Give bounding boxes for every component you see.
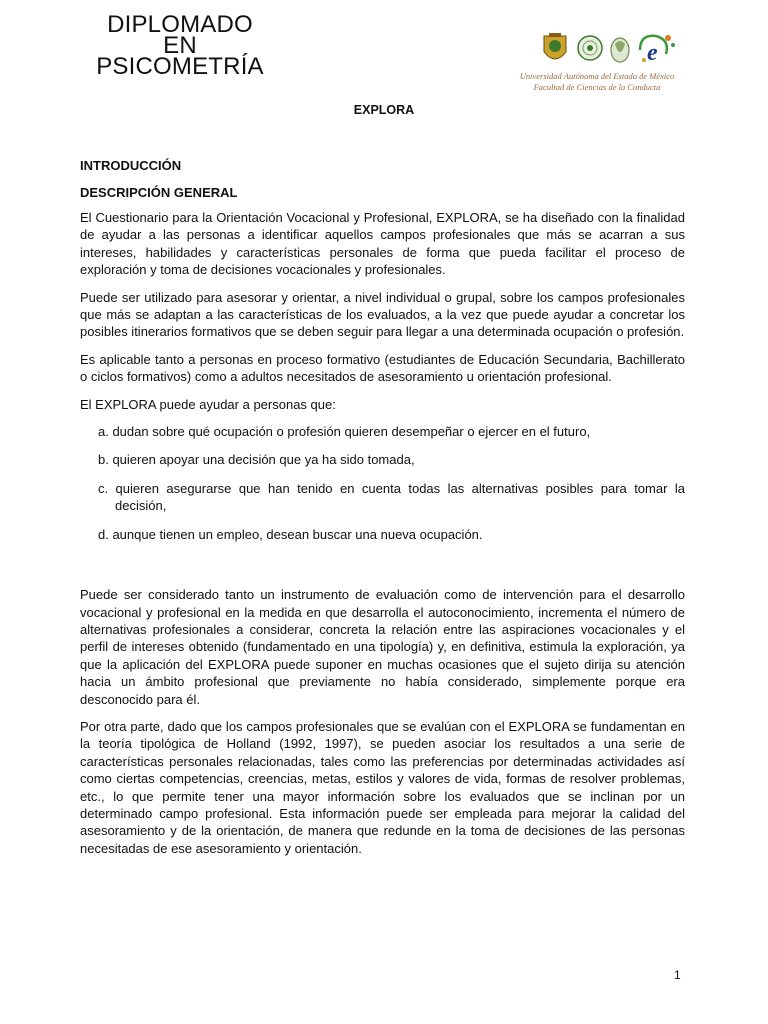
list-item: b. quieren apoyar una decisión que ya ha sido tomada, [98,452,415,468]
spacer [80,554,685,586]
document-heading: EXPLORA [353,103,415,117]
document-title [85,11,275,80]
paragraph: Puede ser considerado tanto un instrumento de evaluación como de intervención para el desarrollo vocacional y profesional en la medida en que desarrolla el autoconocimiento, incrementa el número de alternativas profesionales a considerar, concreta la relación entre las aspiraciones vocacionales y el perfil de intereses obtenido (fundamentado en una tipología) y, en definitiva, estimula la exploración, ya que la aplicación del EXPLORA puede suponer en muchas ocasiones que el sujeto dirija su atención hacia un ámbito profesional que previamente no había considerado, simplemente porque era desconocido para él. [80,587,685,707]
title-line-1: DIPLOMADO [107,11,253,38]
university-name: Universidad Autónoma del Estado de México [519,71,675,81]
purpose-list [80,423,685,543]
green-seal-icon [611,38,629,62]
svg-text:e: e [647,40,658,66]
section-heading-intro: INTRODUCCIÓN [80,158,182,173]
list-item: d. aunque tienen un empleo, desean buscar una nueva ocupación. [98,526,483,542]
university-caption [512,71,682,93]
page-number: 1 [674,968,681,982]
explora-e-icon [640,35,675,66]
paragraph: El Cuestionario para la Orientación Vocacional y Profesional, EXPLORA, se ha diseñado con la finalidad de ayudar a las personas a identificar aquellos campos profesionales que más se acarran a sus intereses, habilidades y características personales de forma que pueda facilitar el proceso de exploración y toma de decisiones vocacionales y profesionales. [80,210,685,278]
paragraph: El EXPLORA puede ayudar a personas que: [80,396,336,412]
list-item: c. quieren asegurarse que han tenido en cuenta todas las alternativas posibles para tomar la decisión, [98,480,685,514]
uaem-crest-icon [544,33,566,59]
list-item: a. dudan sobre qué ocupación o profesión quieren desempeñar o ejercer en el futuro, [98,424,591,440]
section-heading-general: DESCRIPCIÓN GENERAL [80,185,238,200]
paragraph: Por otra parte, dado que los campos profesionales que se evalúan con el EXPLORA se fundamentan en la teoría tipológica de Holland (1992, 1997), se pueden asociar los resultados a una serie de características personales relacionadas, tales como las preferencias por determinadas actividades así como ciertas competencias, creencias, metas, estilos y valores de vida, formas de resolver problemas, etc., lo que permite tener una mayor información sobre los evaluados que se inclinan por un determinado campo profesional. Esta información puede ser empleada para mejorar la calidad del asesoramiento y de la orientación, de manera que redunde en la toma de decisiones de las personas necesitadas de ese asesoramiento y orientación. [80,718,685,856]
title-line-3: PSICOMETRÍA [96,53,264,80]
faculty-name: Facultad de Ciencias de la Conducta [533,82,661,92]
paragraph: Es aplicable tanto a personas en proceso formativo (estudiantes de Educación Secundaria, Bachillerato o ciclos formativos) como a adultos necesitados de asesoramiento u orientación profesional. [80,351,685,385]
paragraph: Puede ser utilizado para asesorar y orientar, a nivel individual o grupal, sobre los campos profesionales que más se adaptan a las características de los evaluados, a la vez que puede ayudar a concretar los posibles itinerarios formativos que se deben seguir para llegar a una determinada ocupación o profesión. [80,289,685,340]
faculty-seal-icon [578,36,602,60]
institution-logos [540,30,680,70]
title-line-2: EN [163,32,197,59]
document-body [80,157,685,867]
